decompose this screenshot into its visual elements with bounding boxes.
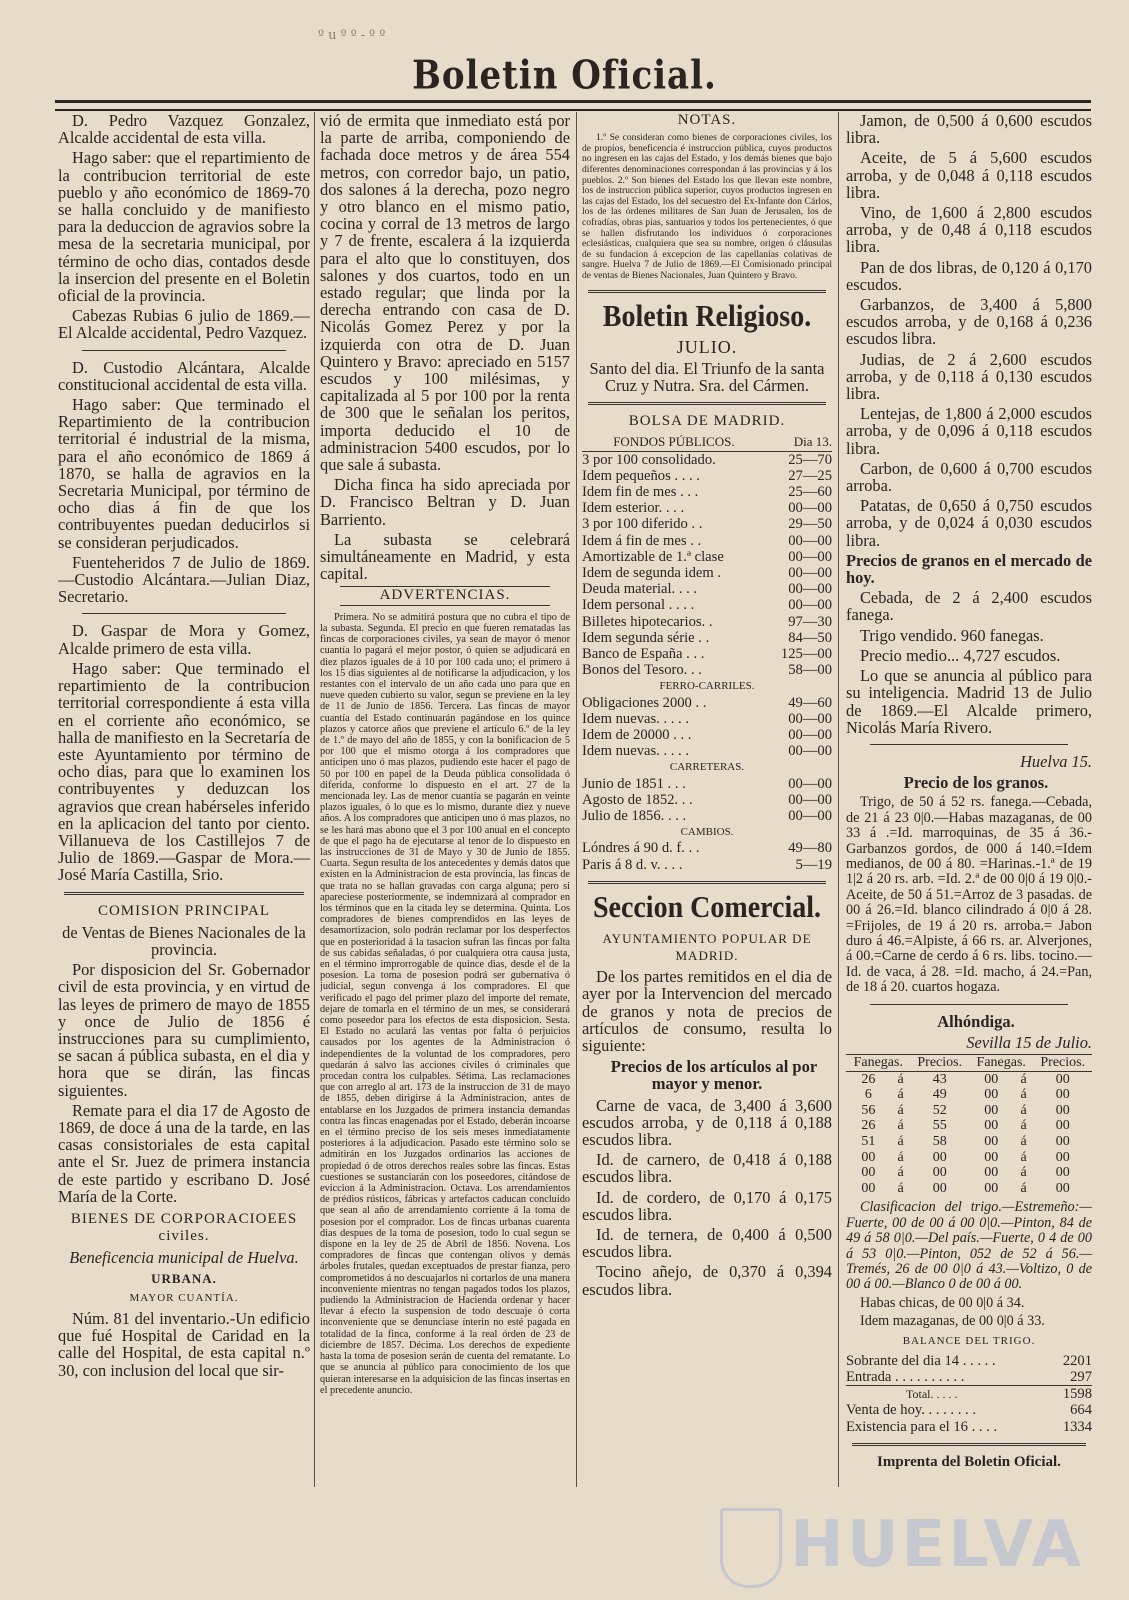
table-cell: 00 <box>1055 1180 1070 1196</box>
table-row <box>582 792 832 808</box>
advertencias-text: Primera. No se admitirá postura que no cubra el tipo de la subasta. Segunda. El precio en que fueren rematadas las fincas de corporaciones civiles, ya sean de mayor ó menor cuantía lo pagará el mejor postor, ó quien se adjudicará en diez plazos iguales de á 10 por 100 cada uno; el primero á los 15 dias siguientes al de notificarse la adjudicacion, y los restantes con el intervalo de un año cada uno para que en nueve queden cubierto su valor, segun se previene en la ley de 11 de Junio de 1856. Tercera. Las fincas de mayor cuantía del Estado continuarán pagándose en los quince plazos y catorce años que previene el artículo 6.º de la ley de 1.º de mayo del año de 1855, y con la bonificacion de 5 por 100 que el mismo otorga á los compradores que anticipen uno ó mas plazos, pudiendo este hacer el pago de 50 por 100 en papel de la Deuda pública consolidada ó diferida, conforme lo dispuesto en el art. 27 de la mencionada ley. Las de menor cuantía se pagarán en veinte plazos iguales, ó lo que es lo mismo, durante diez y nueve años. A los compradores que anticipen uno ó mas plazos, no se les hará mas abono que el 3 por 100 anual en el concepto de que el pago ha de ejecutarse al tenor de lo dispuesto en las instrucciones de 31 de Mayo y 30 de Junio de 1855. Cuarta. Segun resulta de los antecedentes y demás datos que existen en la Administracion de esta provincia, las fincas de que trata no se hallan gravadas con carga alguna; pero si apareciese posteriormente, se indemnizará al comprador en los términos que en la citada ley se determina. Quinta. Los compradores de bienes comprendidos en las leyes de desamortizacion, solo podrán reclamar por los desperfectos que en posterioridad á la tasacion sufran las fincas por falta de sus cabidas señaladas, ó por cualquiera otra causa justa, en el término improrrogable de quince dias, desde el de la posesion. La toma de posesion podrá ser gubernativa ó judicial, segun convenga á los compradores. El que verificado el pago del primer plazo del importe del remate, dejare de tomarla en el término de un mes, se considerará como poseedor para los efectos de esta disposicion. Sesta. El Estado no aculará las ventas por falta ó perjuicios causados por los agentes de la Administracion ó independientes de la voluntad de los compradores, pero quedarán á salvo las acciones civiles ó criminales que procedan contra los culpables. Sétima. Las reclamaciones que con arreglo al art. 173 de la instruccion de 31 de mayo de 1855, deben dirigirse á la Administracion, antes de entablarse en los Juzgados de primera instancia demandas contra las fincas enagenadas por el Estado, deberán incoarse en el término preciso de los seis meses inmediatamente posteriores á la adjudicacion. Pasado este término solo se admitirán en los Juzgados ordinarios las acciones de propiedad ó de otros derechos reales sobre las fincas. Estas cuestiones se sustanciarán con los poseedores, citándose de eviccion á la Administracion. Octava. Los arrendamientos de prédios rústicos, fábricas y artefactos caducan concluido que sean al año de arrendamiento corriente á la toma de posesion por el comprador. Los de fincas urbanas cuarenta dias despues de la toma de posesion, todo lo cual segun se dispone en la ley de 25 de Abril de 1856. Novena. Los compradores de fincas que contengan olivos y demás árboles frutales, quedan exceptuados de prestar fianza, pero comprometidos á no descuajarlos ni cortarlos de una manera inconveniente mientras no tengan pagados todos los plazos, pudiendo la Administracion de Hacienda ordenar y hacer llevar á efecto la suspension de todo descuaje ó corta inconveniente que se denunciase ínterin no esté pagada en totalidad de la finca, conforme á la real órden de 23 de diciembre de 1857. Décima. Los derechos de expediente hasta la toma de posesion serán de cuenta del rematante. Lo que se anuncia al público para conocimiento de los que quieran interesarse en la adquisicion de las fincas insertas en el precedente anuncio. <box>320 611 570 1396</box>
row-value: 00—00 <box>788 581 832 598</box>
notice-body: Hago saber: que el repartimiento de la contribucion territorial de este pueblo y año económico de 1869-70 se halla concluido y de manifiesto para la deduccion de agravios sobre la mesa de la secretaria municipal, por término de ocho dias, contados desde la insercion del presente en el Boletin oficial de la provincia. <box>58 148 310 306</box>
row-label: Julio de 1856. . . . <box>582 808 687 824</box>
section-title-religioso: Boletin Religioso. <box>602 298 812 334</box>
row-label: Billetes hipotecarios. . <box>582 613 713 630</box>
table-cell: á <box>897 1087 904 1103</box>
table-header: Fanegas. <box>976 1055 1026 1070</box>
row-value: 00—00 <box>788 564 832 581</box>
section-subtitle: AYUNTAMIENTO POPULAR DE MADRID. <box>602 930 812 964</box>
table-cell: á <box>1020 1118 1027 1134</box>
row-value: 125—00 <box>780 645 832 662</box>
table-row <box>846 1369 1092 1386</box>
price-item: Id. de ternera, de 0,400 á 0,500 escudos libra. <box>582 1225 832 1262</box>
table-cell: 00 <box>932 1149 947 1165</box>
section-subtitle: de Ventas de Bienes Nacionales de la provincia. <box>62 922 306 959</box>
price-item: Aceite, de 5 á 5,600 escudos arroba, y de 0,048 á 0,118 escudos libra. <box>846 148 1092 202</box>
row-value: 00—00 <box>788 710 832 727</box>
table-row <box>582 646 832 662</box>
table-row <box>582 484 832 500</box>
row-label: Venta de hoy. . . . . . . . <box>846 1402 976 1419</box>
row-value: 00—00 <box>788 548 832 565</box>
notice-body: Dicha finca ha sido apreciada por D. Francisco Beltran y D. Juan Barriento. <box>320 475 570 529</box>
notice-body: vió de ermita que inmediato está por la parte de arriba, componiendo de fachada doce metros y de área 554 metros, con corredor bajo, un patio, dos salones á la derecha, pozo negro y otro blanco en el mismo patio, cocina y corral de 13 metros de largo y 7 de frente, escalera á la izquierda para el alto que lo constituyen, dos salones y dos cuartos, todo en un estado regular; que linda por la derecha entrando con casa de D. Nicolás Gomez Perez y por la izquierda con otra de D. Juan Quintero y Bravo: apreciado en 5157 escudos y 100 milésimas, y capitalizada al 5 por 100 por la renta de 300 que le señalan los peritos, importa deducido el 10 de administracion 5400 escudos, por lo que sale á subasta. <box>320 112 570 475</box>
dateline: Sevilla 15 de Julio. <box>966 1032 1092 1052</box>
row-value: 297 <box>1070 1369 1092 1385</box>
table-row <box>582 500 832 516</box>
table-row <box>582 808 832 824</box>
notice-body: Hago saber: Que terminado el Repartimiento de la contribucion territorial é industrial de la misma, para el año económico de 1869 á 1870, se halla de agravios en la Secretaria Municipal, por término de ocho dias á fin de que los contribuyentes puedan deducirlos si se consideran perjudicados. <box>58 395 310 552</box>
table-row <box>582 533 832 549</box>
table-row <box>846 1165 1092 1181</box>
subheading: Precios de los artículos al por mayor y menor. <box>610 1057 818 1094</box>
row-value: 00—00 <box>788 791 832 808</box>
row-value: 664 <box>1070 1402 1092 1419</box>
table-cell: á <box>897 1133 904 1149</box>
price-item: Pan de dos libras, de 0,120 á 0,170 escudos. <box>846 257 1092 294</box>
notas-text: 1.º Se consideran como bienes de corporaciones civiles, los de propios, beneficencia é instruccion pública, cuyos productos no ingresen en las cajas del Estado, y los demás bienes que bajo diferentes denominaciones correspondan á las provincias y á los pueblos. 2.º Son bienes del Estado los que llevan este nombre, los de instruccion pública superior, cuyos productos ingresen en las cajas del Estado, los del secuestro del Ex-Infante don Cárlos, los de las órdenes militares de San Juan de Jerusalen, los de cofradías, obras pias, santuarios y todos los pertenecientes, ó que se hallen disfrutando los individuos ó corporaciones eclesiásticas, cualquiera que sea su nombre, origen ó cláusulas de su fundacion á excepcion de las capellanías colativas de sangre. Huelva 7 de Julio de 1869.—El Comisionado principal de ventas de Bienes Nacionales, Juan Quintero y Bravo. <box>582 132 832 281</box>
balance-value: 1598 <box>1062 1386 1092 1403</box>
saint-of-day: Santo del dia. El Triunfo de la santa Cruz y Nutra. Sra. del Cármen. <box>589 358 825 395</box>
row-label: Sobrante del dia 14 . . . . . <box>846 1352 996 1369</box>
table-row <box>846 1071 1092 1087</box>
notice-body: Núm. 81 del inventario.-Un edificio que fué Hospital de Caridad en la calle del Hospital, de esta capital n.º 30, con inclusion del local que sir- <box>58 1309 310 1380</box>
table-row <box>582 468 832 484</box>
huelva-prices: Trigo, de 50 á 52 rs. fanega.—Cebada, de 21 á 23 0|0.—Habas mazaganas, de 00 33 á .=Id. marroquinas, de 35 á 36.-Garbanzos gordos, de 000 á 140.=Idem medianos, de 00 á 80. =Harinas.-1.ª de 19 1|2 á 20 rs. arb. =Id. 2.ª de 00 0|0 á 19 0|0.-Aceite, de 50 á 51.=Arroz de 3 pasadas. de 00 á 26.=Id. blanco cilindrado á 0|0 á 28. =Frijoles, de 19 á 20 rs. arroba.= Jabon duro á 46.=Alpiste, á 66 rs. ar. Alverjones, á 00.=Carne de cerdo á 6 rs. libs. tocino.—Id. de vaca, á 28. =Id. macho, á 24.=Pan, de 18 á 20. cuartos hogaza. <box>846 794 1092 996</box>
table-cell: á <box>1020 1102 1027 1118</box>
masthead-rule <box>55 100 1091 111</box>
masthead-title: Boletin Oficial. <box>412 53 717 99</box>
section-title: BOLSA DE MADRID. <box>628 413 786 430</box>
row-label: Idem de segunda idem . <box>582 564 722 581</box>
shield-icon <box>720 1508 782 1588</box>
price-item: Jamon, de 0,500 á 0,600 escudos libra. <box>846 112 1092 148</box>
subheading: URBANA. <box>151 1270 217 1286</box>
table-subheader: FERRO-CARRILES. <box>659 680 755 693</box>
table-cell: 26 <box>861 1071 876 1087</box>
table-subheader: CAMBIOS. <box>680 826 734 839</box>
subheading: Alhóndiga. <box>937 1011 1015 1031</box>
table-cell: á <box>897 1149 904 1165</box>
column-4 <box>846 112 1092 1492</box>
row-label: Deuda material. . . . <box>582 581 698 598</box>
table-subheader: CARRETERAS. <box>669 761 745 774</box>
printer-credit: Imprenta del Boletin Oficial. <box>877 1453 1061 1470</box>
row-label: Idem segunda série . . <box>582 629 710 646</box>
row-value: 00—00 <box>788 500 832 517</box>
column-divider <box>314 112 315 1487</box>
table-row <box>582 840 832 856</box>
table-cell: á <box>1020 1087 1027 1103</box>
clasificacion-trigo: Clasificacion del trigo.—Estremeño:—Fuerte, 00 de 00 á 00 0|0.—Pinton, 84 de 49 á 58 0|0.—Del país.—Fuerte, 0 4 de 00 á 53 0|0.—Pinton, 052 de 52 á 56.—Tremés, 26 de 00 0|0 á 43.—Voltizo, 0 de 00 á 00.—Blanco 0 de 00 á 00. <box>846 1199 1092 1293</box>
price-item: Patatas, de 0,650 á 0,750 escudos arroba, y de 0,024 á 0,030 escudos libra. <box>846 496 1092 550</box>
notice-body: Remate para el dia 17 de Agosto de 1869, de doce á una de la tarde, en las casas consistoriales de esta capital ante el Sr. Juez de primera instancia de este partido y escribano D. José María de la Corte. <box>58 1100 310 1206</box>
archive-watermark <box>720 1500 1100 1595</box>
table-row <box>846 1118 1092 1134</box>
row-label: Idem á fin de mes . . <box>582 532 702 549</box>
row-label: Idem fin de mes . . . <box>582 483 699 500</box>
section-title: BIENES DE CORPORACIOEES civiles. <box>70 1210 298 1245</box>
row-value: 00—00 <box>788 808 832 824</box>
table-header: FONDOS PÚBLICOS. <box>613 434 735 450</box>
table-row <box>582 695 832 711</box>
habas-price: Habas chicas, de 00 0|0 á 34. <box>860 1294 1025 1311</box>
table-cell: 49 <box>932 1087 947 1103</box>
dateline: Huelva 15. <box>1020 751 1092 771</box>
table-row <box>846 1402 1092 1418</box>
balance-table <box>846 1353 1092 1435</box>
row-label: Existencia para el 16 . . . . <box>846 1418 998 1435</box>
table-cell: á <box>1020 1149 1027 1165</box>
table-cell: 52 <box>932 1102 947 1118</box>
table-cell: 00 <box>984 1102 999 1118</box>
table-cell: 00 <box>861 1180 876 1196</box>
table-header: Precios. <box>917 1055 963 1070</box>
notice-body: Por disposicion del Sr. Gobernador civil de esta provincia, y en virtud de las leyes de primero de mayo de 1855 y once de Julio de 1856 é instrucciones para su cumplimiento, se sacan á pública subasta, en el dia y hora que se dirán, las fincas siguientes. <box>58 960 310 1100</box>
price-item: Tocino añejo, de 0,370 á 0,394 escudos libra. <box>582 1262 832 1299</box>
row-label: Idem nuevas. . . . . <box>582 743 689 760</box>
row-value: 00—00 <box>788 743 832 760</box>
row-value: 49—60 <box>788 694 832 711</box>
price-item: Vino, de 1,600 á 2,800 escudos arroba, y de 0,48 á 0,118 escudos libra. <box>846 203 1092 257</box>
subheading: Precios de granos en el mercado de hoy. <box>846 550 1092 588</box>
top-mark: ºuºº-ºº <box>318 28 390 43</box>
table-cell: 51 <box>861 1133 876 1149</box>
column-1 <box>58 112 310 1492</box>
row-value: 00—00 <box>788 726 832 743</box>
notice-signature: Fuenteheridos 7 de Julio de 1869. —Custodio Alcántara.—Julian Diaz, Secretario. <box>58 552 310 607</box>
price-item: Lentejas, de 1,800 á 2,000 escudos arroba, y de 0,096 á 0,118 escudos libra. <box>846 404 1092 458</box>
table-cell: 00 <box>1055 1071 1070 1087</box>
double-separator <box>852 1443 1086 1446</box>
table-row <box>846 1150 1092 1166</box>
section-title-comercial: Seccion Comercial. <box>592 890 822 925</box>
table-cell: 00 <box>1055 1165 1070 1181</box>
subheading: MAYOR CUANTÍA. <box>129 1291 239 1304</box>
table-cell: á <box>1020 1165 1027 1181</box>
table-cell: 00 <box>1055 1118 1070 1134</box>
table-row <box>582 549 832 565</box>
notice-body: De los partes remitidos en el dia de ayer por la Intervencion del mercado de granos y nota de precios de artículos de consumo, resulta lo siguiente: <box>582 967 832 1056</box>
row-label: Idem pequeños . . . . <box>582 467 700 484</box>
row-label: Obligaciones 2000 . . <box>582 694 707 711</box>
row-label: Idem nuevas. . . . . <box>582 710 689 727</box>
row-value: 25—70 <box>788 451 832 468</box>
row-value: 25—60 <box>788 483 832 500</box>
row-label: Idem esterior. . . . <box>582 500 685 517</box>
price-item: Carbon, de 0,600 á 0,700 escudos arroba. <box>846 458 1092 496</box>
fondos-table <box>582 434 832 872</box>
row-value: 29—50 <box>788 516 832 533</box>
table-cell: 00 <box>1055 1149 1070 1165</box>
table-cell: 55 <box>932 1118 947 1134</box>
row-value: 1334 <box>1062 1418 1092 1435</box>
sevilla-table <box>846 1054 1092 1196</box>
row-label: Entrada . . . . . . . . . . <box>846 1369 965 1385</box>
row-label: 3 por 100 diferido . . <box>582 516 703 533</box>
table-cell: 6 <box>864 1087 872 1103</box>
table-cell: 00 <box>1055 1133 1070 1149</box>
section-title: COMISION PRINCIPAL <box>97 902 271 919</box>
table-cell: 00 <box>984 1180 999 1196</box>
table-row <box>582 711 832 727</box>
double-separator <box>588 881 826 884</box>
row-value: 2201 <box>1062 1352 1092 1369</box>
notice-heading: D. Custodio Alcántara, Alcalde constitucional accidental de esta villa. <box>58 357 310 394</box>
table-row <box>582 451 832 468</box>
habas-price: Idem mazaganas, de 00 0|0 á 33. <box>860 1313 1045 1330</box>
column-divider <box>576 112 577 1487</box>
price-item: Id. de cordero, de 0,170 á 0,175 escudos libra. <box>582 1187 832 1224</box>
table-row <box>582 630 832 646</box>
row-value: 97—30 <box>788 613 832 630</box>
table-cell: 00 <box>984 1165 999 1181</box>
row-value: 58—00 <box>788 662 832 679</box>
row-label: Junio de 1851 . . . <box>582 775 686 792</box>
row-value: 84—50 <box>788 629 832 646</box>
section-title: NOTAS. <box>677 112 737 128</box>
row-label: Paris á 8 d. v. . . . <box>582 856 683 873</box>
table-cell: 26 <box>861 1118 876 1134</box>
table-cell: á <box>897 1118 904 1134</box>
table-row <box>582 516 832 532</box>
table-row <box>582 597 832 613</box>
column-3 <box>582 112 832 1492</box>
row-value: 00—00 <box>788 597 832 614</box>
section-subtitle: Beneficencia municipal de Huelva. <box>69 1248 299 1268</box>
notice-body: La subasta se celebrará simultáneamente en Madrid, y esta capital. <box>320 529 570 584</box>
table-cell: á <box>897 1165 904 1181</box>
table-cell: 00 <box>1055 1102 1070 1118</box>
row-label: 3 por 100 consolidado. <box>582 451 716 468</box>
balance-label: Total. . . . . <box>906 1387 958 1402</box>
table-cell: 00 <box>861 1149 876 1165</box>
table-row <box>846 1134 1092 1150</box>
double-separator <box>588 402 826 405</box>
row-label: Banco de España . . . <box>582 645 705 662</box>
grain-item: Trigo vendido. 960 fanegas. <box>860 625 1044 645</box>
row-label: Bonos del Tesoro. . . <box>582 662 702 679</box>
grain-item: Precio medio... 4,727 escudos. <box>860 645 1061 665</box>
watermark-text: HUELVA <box>790 1508 1084 1582</box>
table-header: Dia 13. <box>793 434 832 450</box>
table-row <box>582 857 832 873</box>
column-divider <box>838 112 839 1487</box>
double-separator <box>64 892 304 895</box>
table-row <box>582 614 832 630</box>
table-cell: 00 <box>984 1118 999 1134</box>
price-item: Carne de vaca, de 3,400 á 3,600 escudos arroba, y de 0,118 á 0,188 escudos libra. <box>582 1095 832 1150</box>
table-row <box>846 1181 1092 1197</box>
row-value: 5—19 <box>795 856 832 873</box>
table-cell: 58 <box>932 1133 947 1149</box>
row-label: Idem de 20000 . . . <box>582 726 692 743</box>
table-row <box>582 743 832 759</box>
table-cell: á <box>1020 1071 1027 1087</box>
separator <box>82 350 286 351</box>
table-cell: 00 <box>932 1165 947 1181</box>
table-cell: 00 <box>932 1180 947 1196</box>
table-cell: 00 <box>984 1149 999 1165</box>
separator <box>870 1004 1068 1005</box>
table-row <box>846 1353 1092 1369</box>
row-label: Amortizable de 1.ª clase <box>582 548 724 565</box>
table-cell: 00 <box>861 1165 876 1181</box>
price-item: Id. de carnero, de 0,418 á 0,188 escudos libra. <box>582 1150 832 1187</box>
row-value: 00—00 <box>788 775 832 792</box>
notice-heading: D. Pedro Vazquez Gonzalez, Alcalde accidental de esta villa. <box>58 112 310 148</box>
row-label: Lóndres á 90 d. f. . . <box>582 840 700 857</box>
subheading: Precio de los granos. <box>903 773 1049 793</box>
table-cell: 43 <box>932 1071 947 1087</box>
row-value: 27—25 <box>788 467 832 484</box>
section-title: ADVERTENCIAS. <box>340 586 550 605</box>
separator <box>870 744 1068 745</box>
grain-item: Lo que se anuncia al público para su inteligencia. Madrid 13 de Julio de 1869.—El Alcalde primero, Nicolás María Rivero. <box>846 666 1092 737</box>
subheading: BALANCE DEL TRIGO. <box>902 1334 1036 1347</box>
table-cell: á <box>1020 1133 1027 1149</box>
notice-heading: D. Gaspar de Mora y Gomez, Alcalde primero de esta villa. <box>58 621 310 658</box>
table-cell: 00 <box>984 1087 999 1103</box>
table-row <box>582 727 832 743</box>
table-row <box>582 581 832 597</box>
table-row <box>582 565 832 581</box>
table-cell: á <box>897 1102 904 1118</box>
month-heading: JULIO. <box>676 336 738 357</box>
table-cell: 00 <box>1055 1087 1070 1103</box>
row-value: 49—80 <box>788 840 832 857</box>
separator <box>82 613 286 614</box>
table-row <box>846 1419 1092 1435</box>
table-header: Precios. <box>1040 1055 1086 1070</box>
price-item: Judias, de 2 á 2,600 escudos arroba, y de 0,118 á 0,130 escudos libra. <box>846 349 1092 404</box>
table-row <box>582 662 832 678</box>
price-item: Garbanzos, de 3,400 á 5,800 escudos arroba, y de 0,168 á 0,236 escudos libra. <box>846 295 1092 349</box>
table-cell: 00 <box>984 1071 999 1087</box>
table-row <box>846 1087 1092 1103</box>
table-cell: á <box>1020 1180 1027 1196</box>
row-label: Idem personal . . . . <box>582 597 695 614</box>
table-cell: 00 <box>984 1133 999 1149</box>
notice-signature: Cabezas Rubias 6 julio de 1869.—El Alcalde accidental, Pedro Vazquez. <box>58 306 310 343</box>
table-cell: á <box>897 1180 904 1196</box>
row-value: 00—00 <box>788 532 832 549</box>
grain-item: Cebada, de 2 á 2,400 escudos fanega. <box>846 588 1092 625</box>
table-cell: á <box>897 1071 904 1087</box>
row-label: Agosto de 1852. . . <box>582 791 693 808</box>
notice-body: Hago saber: Que terminado el repartimiento de la contribucion territorial correspondiente á esta villa en el corriente año económico, se halla de manifiesto en la Secretaría de este Ayuntamiento por término de ocho dias, para que lo examinen los contribuyentes y deduzcan los agravios que crean habérseles inferido en la aplicacion del tanto por ciento. Villanueva de los Castillejos 7 de Julio de 1869.—Gaspar de Mora.—José María Castilla, Srio. <box>58 658 310 885</box>
column-2 <box>320 112 570 1492</box>
table-row <box>846 1103 1092 1119</box>
table-row <box>582 776 832 792</box>
double-separator <box>588 290 826 293</box>
table-header: Fanegas. <box>853 1055 903 1070</box>
table-cell: 56 <box>861 1102 876 1118</box>
